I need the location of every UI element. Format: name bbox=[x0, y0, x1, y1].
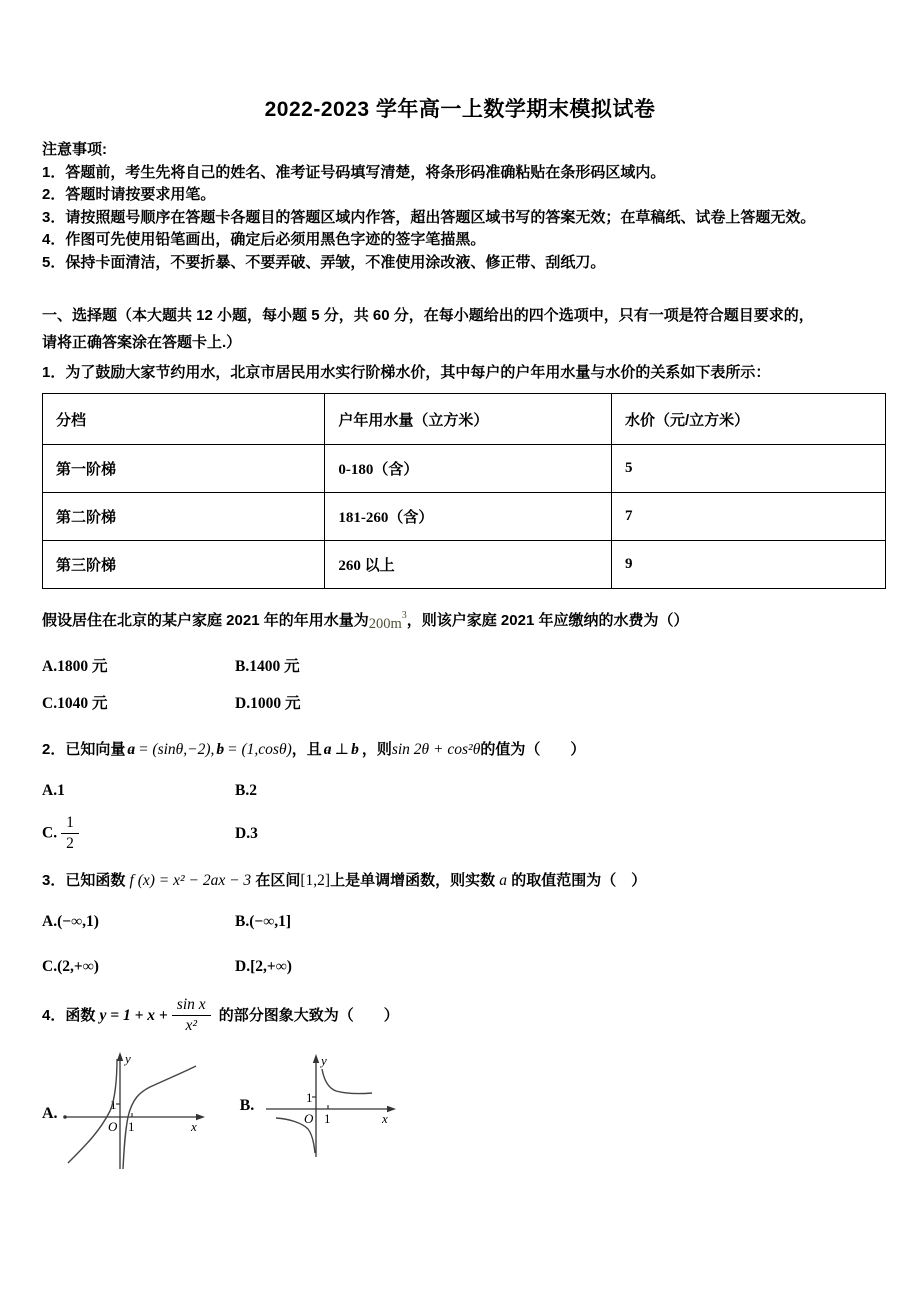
q2-join-2: ，则 bbox=[361, 740, 392, 758]
x-axis-label: x bbox=[190, 1119, 197, 1135]
option-d: D.3 bbox=[235, 824, 258, 842]
graph-option-a bbox=[42, 1047, 218, 1177]
q2-math-1: = (sinθ,−2), bbox=[138, 740, 215, 758]
option-c-fraction bbox=[61, 814, 79, 853]
y-axis-label: y bbox=[321, 1053, 328, 1069]
q2-join-1: ，且 bbox=[291, 740, 322, 758]
question-1-stem-continued bbox=[0, 605, 920, 633]
table-cell: 7 bbox=[612, 493, 886, 541]
table-header-price: 水价（元/立方米） bbox=[612, 394, 886, 445]
graph-b-plot bbox=[254, 1047, 409, 1177]
graph-a-label: A. bbox=[42, 1105, 58, 1123]
q3-variable-a: a bbox=[499, 872, 508, 890]
table-cell: 9 bbox=[612, 541, 886, 589]
table-cell: 260 以上 bbox=[325, 541, 612, 589]
option-d: D.[2,+∞) bbox=[235, 958, 292, 976]
table-header-usage: 户年用水量（立方米） bbox=[325, 394, 612, 445]
vector-a-2: a → bbox=[324, 741, 332, 758]
q2-math-3: sin 2θ + cos²θ bbox=[391, 740, 481, 758]
table-cell: 0-180（含） bbox=[325, 445, 612, 493]
question-2-options bbox=[0, 781, 920, 853]
question-1-options bbox=[0, 657, 920, 713]
notice-section bbox=[0, 139, 920, 274]
graph-a-plot bbox=[58, 1047, 218, 1177]
option-b: B.(−∞,1] bbox=[235, 913, 292, 931]
notice-item-3: 3．请按照题号顺序在答题卡各题目的答题区域内作答，超出答题区域书写的答案无效；在草稿纸、试卷上答题无效。 bbox=[42, 208, 816, 226]
table-cell: 5 bbox=[612, 445, 886, 493]
option-a: A.1 bbox=[42, 781, 65, 799]
table-cell: 第二阶梯 bbox=[43, 493, 325, 541]
option-a: A.(−∞,1) bbox=[42, 913, 99, 931]
question-1-stem: 1．为了鼓励大家节约用水，北京市居民用水实行阶梯水价，其中每户的户年用水量与水价的关系如下表所示： bbox=[42, 364, 771, 381]
option-c: C.(2,+∞) bbox=[42, 958, 99, 976]
notice-item-5: 5．保持卡面清洁，不要折暴、不要弄破、弄皱，不准使用涂改液、修正带、刮纸刀。 bbox=[42, 253, 606, 271]
q1-stem2-pre: 假设居住在北京的某户家庭 2021 年的年用水量为 bbox=[42, 611, 369, 629]
fraction-denominator: 2 bbox=[66, 834, 74, 852]
question-3-stem bbox=[0, 868, 920, 894]
perpendicular-symbol: ⊥ bbox=[334, 740, 350, 758]
table-row bbox=[43, 541, 886, 589]
notice-item-2: 2．答题时请按要求用笔。 bbox=[42, 186, 216, 203]
q4-pre: 4．函数 bbox=[42, 1006, 96, 1024]
origin-label: O bbox=[304, 1111, 314, 1127]
section-heading-line2: 请将正确答案涂在答题卡上.） bbox=[42, 334, 242, 351]
option-d: D.1000 元 bbox=[235, 694, 301, 712]
question-4-graphs bbox=[0, 1047, 920, 1177]
table-header-tier: 分档 bbox=[43, 394, 325, 445]
q3-pre: 3．已知函数 bbox=[42, 872, 126, 890]
fraction-numerator: 1 bbox=[61, 814, 79, 834]
option-c-label: C. bbox=[42, 824, 58, 842]
curve-upper-branch bbox=[322, 1069, 372, 1094]
y-axis-label: y bbox=[124, 1051, 131, 1067]
graph-b-label: B. bbox=[239, 1097, 255, 1115]
table-cell: 第一阶梯 bbox=[43, 445, 325, 493]
table-row bbox=[43, 493, 886, 541]
x-axis-label: x bbox=[382, 1111, 389, 1127]
option-c bbox=[42, 814, 235, 853]
option-b: B.2 bbox=[235, 781, 257, 799]
q3-join-1: 在区间 bbox=[255, 872, 301, 890]
option-b: B.1400 元 bbox=[235, 657, 300, 675]
question-3-options bbox=[0, 912, 920, 976]
question-4-stem bbox=[0, 996, 920, 1035]
x-axis-arrow-icon bbox=[196, 1114, 205, 1120]
vector-b-2: b → bbox=[351, 741, 359, 758]
y-axis-arrow-icon bbox=[313, 1054, 319, 1063]
q4-math-1: y = 1 + x + bbox=[99, 1006, 168, 1024]
table-row bbox=[43, 445, 886, 493]
q3-post: 的取值范围为（ ） bbox=[511, 872, 647, 890]
table-cell: 第三阶梯 bbox=[43, 541, 325, 589]
notice-heading: 注意事项: bbox=[42, 141, 107, 158]
notice-item-1: 1．答题前，考生先将自己的姓名、准考证号码填写清楚，将条形码准确粘贴在条形码区域内。 bbox=[42, 163, 666, 181]
q4-post: 的部分图象大致为（ ） bbox=[218, 1006, 399, 1024]
section-heading-line1: 一、选择题（本大题共 12 小题，每小题 5 分，共 60 分，在每小题给出的四个选项中，只有一项是符合题目要求的， bbox=[42, 307, 814, 324]
water-tariff-table bbox=[42, 393, 886, 589]
page-title: 2022-2023 学年高一上数学期末模拟试卷 bbox=[264, 98, 656, 121]
curve-left-branch bbox=[68, 1059, 117, 1163]
q4-fraction bbox=[172, 996, 211, 1035]
q1-usage-exponent: 3 bbox=[401, 610, 407, 621]
x-one-label: 1 bbox=[127, 1119, 135, 1135]
y-one-label: 1 bbox=[109, 1097, 117, 1113]
q3-join-2: 上是单调增函数，则实数 bbox=[330, 872, 496, 890]
graph-option-b bbox=[240, 1047, 410, 1177]
x-axis-arrow-icon bbox=[387, 1106, 396, 1112]
vector-b: b → bbox=[216, 741, 224, 758]
origin-label: O bbox=[107, 1119, 117, 1135]
option-c: C.1040 元 bbox=[42, 694, 108, 712]
x-one-label: 1 bbox=[324, 1111, 331, 1127]
q1-usage-value: $200m^3$ bbox=[368, 610, 407, 632]
y-axis-arrow-icon bbox=[116, 1052, 122, 1061]
q2-pre: 2．已知向量 bbox=[42, 740, 126, 758]
y-one-label: 1 bbox=[306, 1090, 313, 1106]
question-2-stem bbox=[0, 735, 920, 765]
option-a: A.1800 元 bbox=[42, 657, 108, 675]
q2-post: 的值为（ ） bbox=[480, 740, 586, 758]
fraction-denominator: x² bbox=[185, 1017, 197, 1035]
q3-math-1: f (x) = x² − 2ax − 3 bbox=[129, 872, 252, 890]
fraction-numerator: sin x bbox=[172, 996, 211, 1016]
section-heading bbox=[0, 302, 920, 356]
notice-item-4: 4．作图可先使用铅笔画出，确定后必须用黑色字迹的签字笔描黑。 bbox=[42, 231, 486, 248]
table-header-row bbox=[43, 394, 886, 445]
q2-math-2: = (1,cosθ) bbox=[227, 740, 292, 758]
q1-stem2-post: ，则该户家庭 2021 年应缴纳的水费为（） bbox=[406, 611, 689, 629]
table-cell: 181-260（含） bbox=[325, 493, 612, 541]
vector-a: a → bbox=[127, 741, 135, 758]
q3-interval: [1,2] bbox=[300, 872, 331, 890]
